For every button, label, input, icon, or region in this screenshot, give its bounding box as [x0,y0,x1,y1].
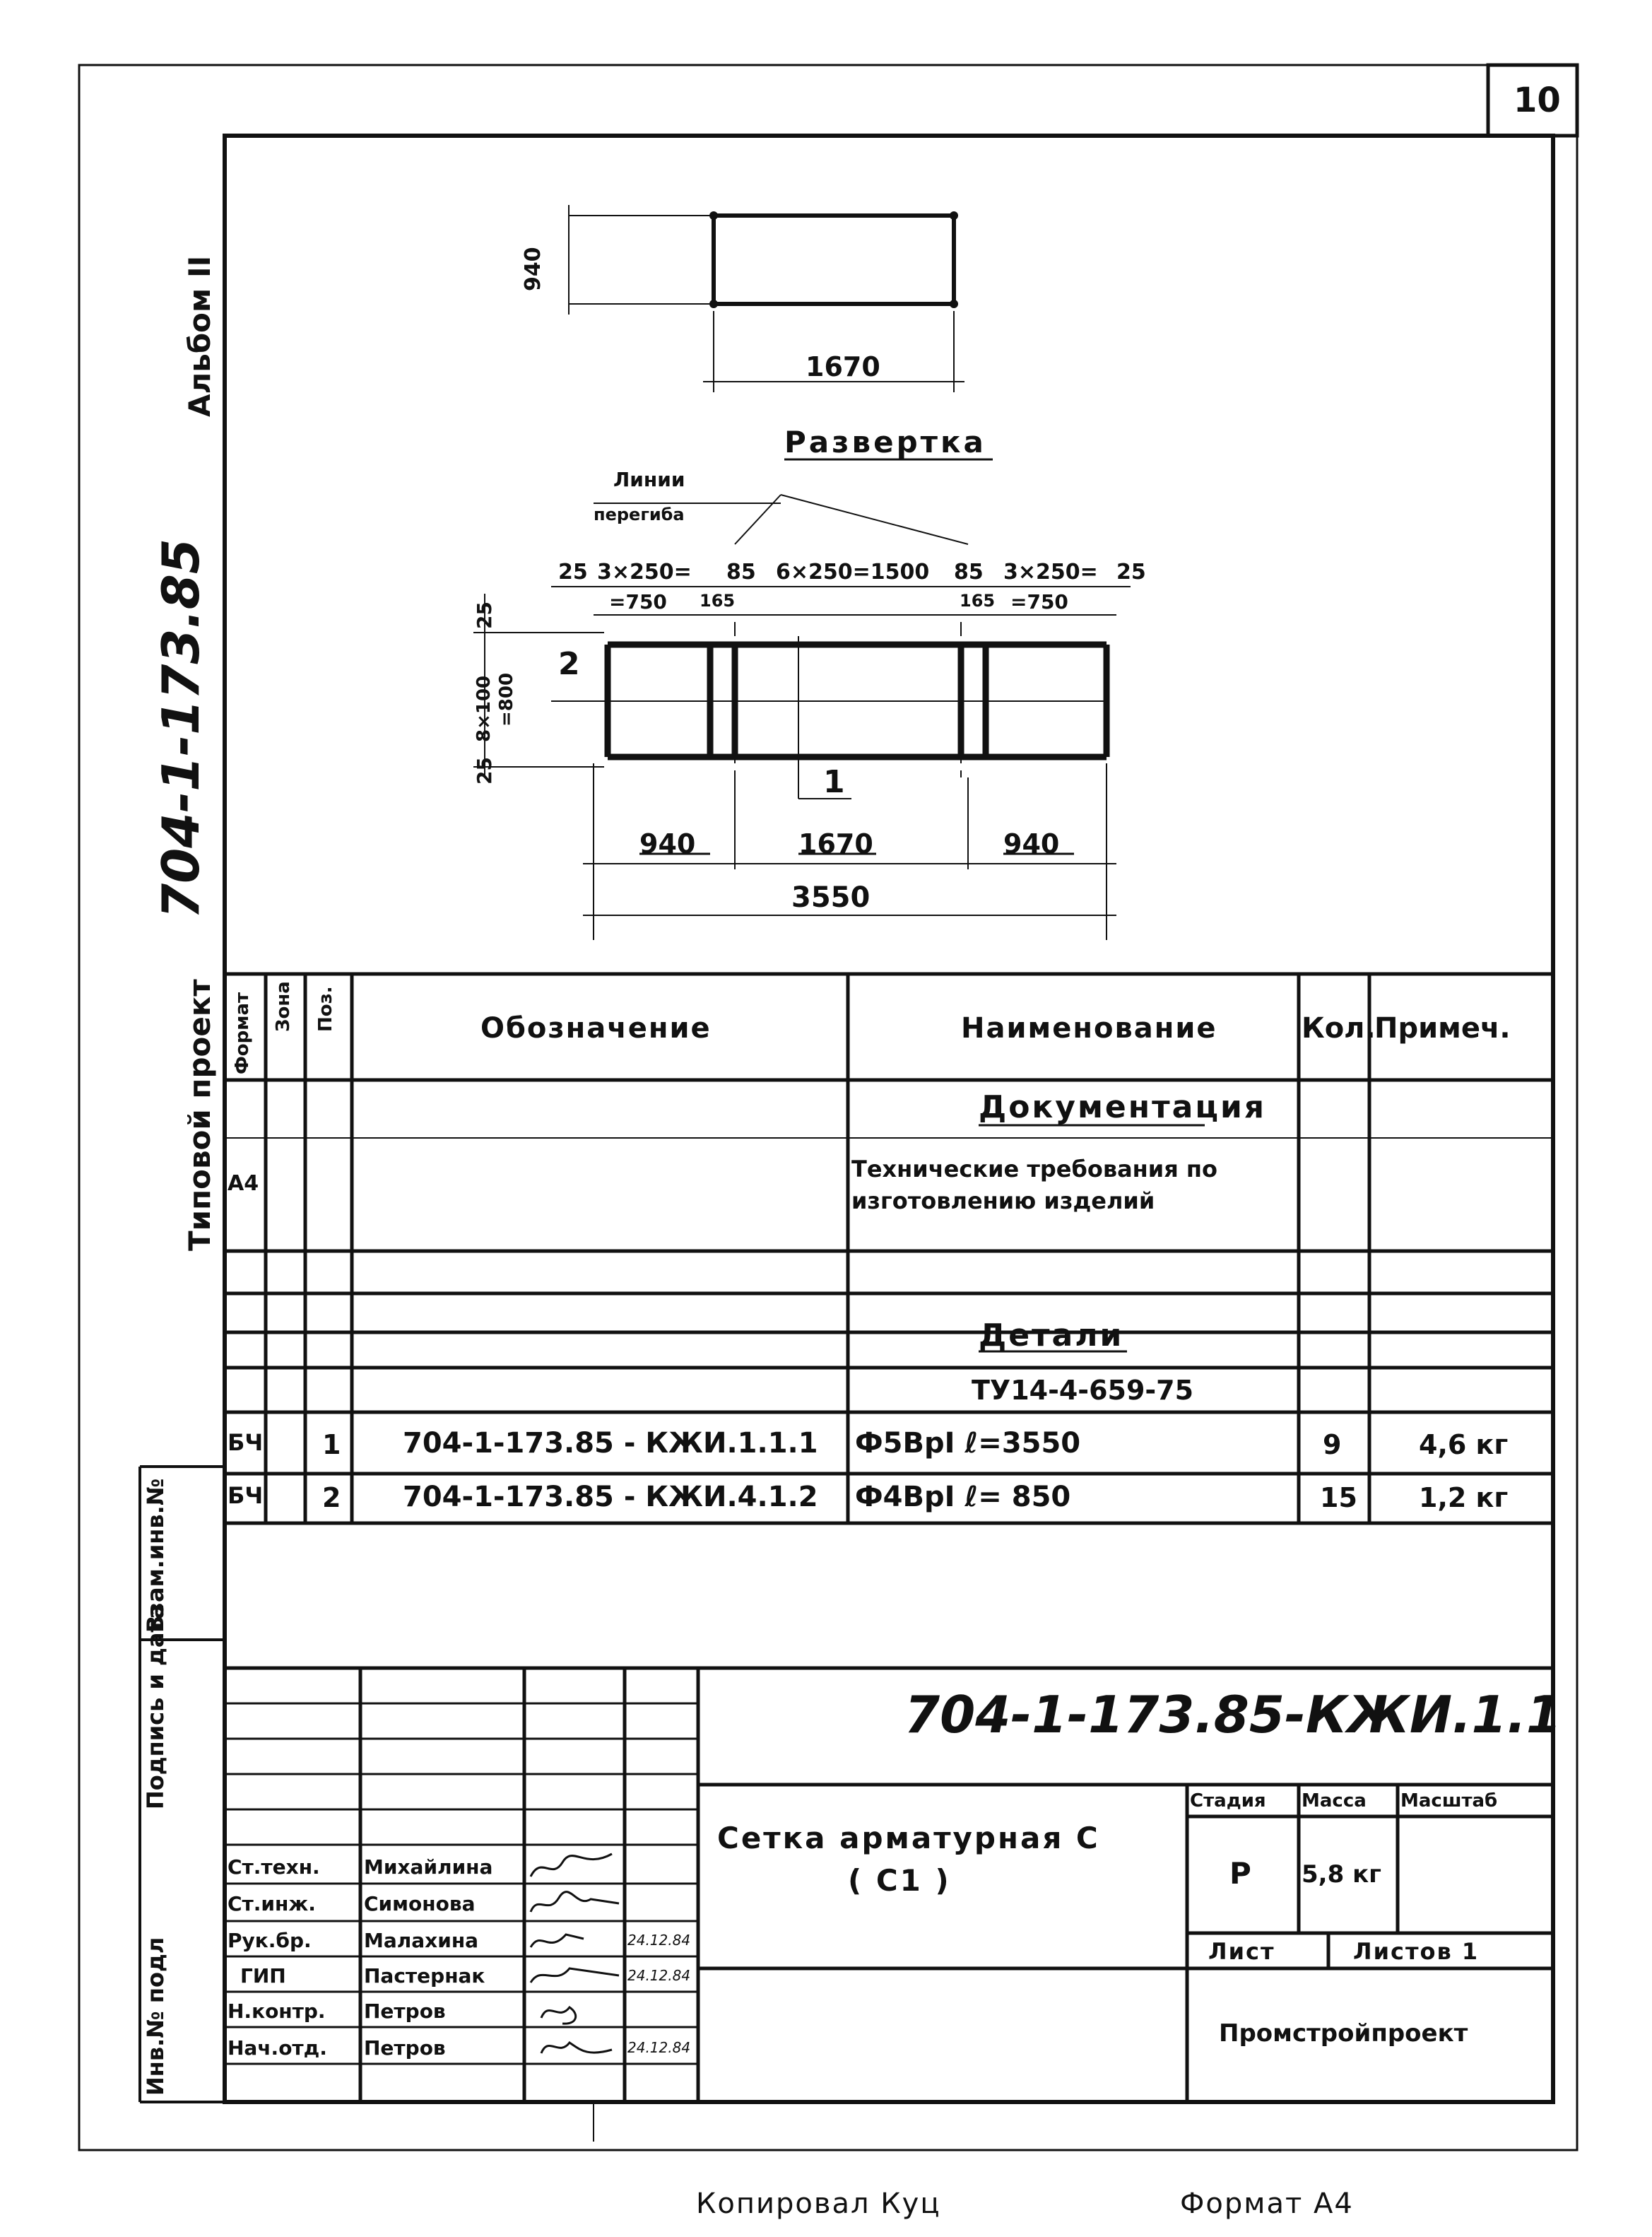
sheet-label: Лист [1208,1938,1275,1965]
dim-bottom-1: 1670 [798,828,873,859]
staff-3-name: Малахина [364,1929,479,1952]
mass-label: Масса [1302,1790,1367,1812]
dim-bottom-0: 940 [639,828,696,859]
section-parts: Детали [979,1317,1124,1354]
staff-5-name: Петров [364,2000,446,2023]
bend-lines-label-1: Линии [613,468,685,491]
signatures-signature [527,1848,623,2060]
header-name: Наименование [961,1012,1217,1045]
row-1-format: БЧ [228,1429,264,1456]
dim-top-3: 6×250=1500 [776,560,930,585]
row-2-qty: 15 [1320,1482,1357,1513]
dim-left-mid-2: =800 [496,672,517,727]
row-1-name: Ф5ВрI ℓ=3550 [855,1427,1081,1460]
position-2-label: 2 [558,646,580,682]
row-2-pos: 2 [322,1482,341,1513]
parts-standard: ТУ14-4-659-75 [972,1375,1194,1406]
header-note: Примеч. [1374,1012,1511,1045]
staff-3-role: Рук.бр. [228,1929,312,1952]
project-code-side: 704-1-173.85 [151,539,211,919]
dim-top-4: 85 [954,560,984,585]
dim-top2-0: =750 [609,590,667,613]
dim-bottom-2: 940 [1003,828,1060,859]
stage-label: Стадия [1190,1790,1266,1812]
dim-total: 3550 [791,881,871,914]
dim-top2-3: =750 [1010,590,1068,613]
dim-top-0: 25 [558,560,588,585]
row-1-qty: 9 [1323,1429,1342,1460]
staff-2-name: Симонова [364,1892,476,1915]
header-format: Формат [232,992,253,1074]
doc-row-format: А4 [228,1171,259,1196]
staff-4-role: ГИП [240,1964,286,1988]
doc-row-name-2: изготовлению изделий [851,1187,1155,1214]
dim-top2-2: 165 [960,591,996,611]
dim-top-5: 3×250= [1003,560,1098,585]
position-1-label: 1 [823,764,845,800]
dim-top-1: 3×250= [597,560,692,585]
row-1-pos: 1 [322,1429,341,1460]
row-2-format: БЧ [228,1482,264,1509]
row-1-note: 4,6 кг [1419,1429,1509,1460]
footer-copied: Копировал Куц [696,2188,941,2220]
staff-6-date: 24.12.84 [627,2039,691,2056]
page-number: 10 [1514,81,1561,120]
row-1-designation: 704-1-173.85 - КЖИ.1.1.1 [403,1427,818,1460]
staff-3-date: 24.12.84 [627,1932,691,1949]
stage-value: Р [1229,1856,1251,1891]
staff-1-role: Ст.техн. [228,1855,320,1879]
razvertka-label: Развертка [784,425,986,459]
inv-zam-label: Взам.инв.№ [142,1478,169,1633]
row-2-name: Ф4ВрI ℓ= 850 [855,1481,1071,1513]
staff-5-role: Н.контр. [228,2000,326,2023]
staff-6-role: Нач.отд. [228,2036,327,2060]
doc-row-name-1: Технические требования по [851,1156,1217,1182]
section-documentation: Документация [979,1089,1267,1125]
bend-lines-label-2: перегиба [594,505,685,524]
staff-1-name: Михайлина [364,1855,493,1879]
staff-4-name: Пастернак [364,1964,485,1988]
sheets-label: Листов 1 [1353,1938,1480,1965]
dim-left-mid-1: 8×100 [473,675,495,742]
scale-label: Масштаб [1400,1790,1498,1812]
top-dim-height: 940 [521,247,545,291]
header-zone: Зона [273,981,294,1032]
dim-top-2: 85 [726,560,756,585]
dim-top2-1: 165 [700,591,736,611]
staff-4-date: 24.12.84 [627,1967,691,1984]
dim-top-6: 25 [1116,560,1146,585]
drawing-title-2: ( С1 ) [848,1863,951,1898]
album-label: Альбом II [182,255,217,417]
dim-left-bottom: 25 [473,757,496,785]
staff-6-name: Петров [364,2036,446,2060]
mass-value: 5,8 кг [1302,1860,1381,1889]
drawing-title-1: Сетка арматурная С [717,1821,1100,1855]
header-designation: Обозначение [480,1012,712,1045]
podpis-data-label: Подпись и дата [142,1604,169,1809]
header-qty: Кол. [1302,1012,1376,1045]
staff-2-role: Ст.инж. [228,1892,316,1915]
organization: Промстройпроект [1219,2019,1468,2048]
top-dim-width: 1670 [806,351,880,382]
footer-format: Формат А4 [1180,2188,1354,2220]
header-pos: Поз. [315,986,336,1032]
project-type-label: Типовой проект [182,979,217,1251]
row-2-note: 1,2 кг [1419,1482,1509,1513]
document-code: 704-1-173.85-КЖИ.1.1 [904,1685,1562,1744]
dim-left-top: 25 [473,601,496,629]
inv-podl-label: Инв.№ подл [142,1937,169,2096]
row-2-designation: 704-1-173.85 - КЖИ.4.1.2 [403,1481,818,1513]
